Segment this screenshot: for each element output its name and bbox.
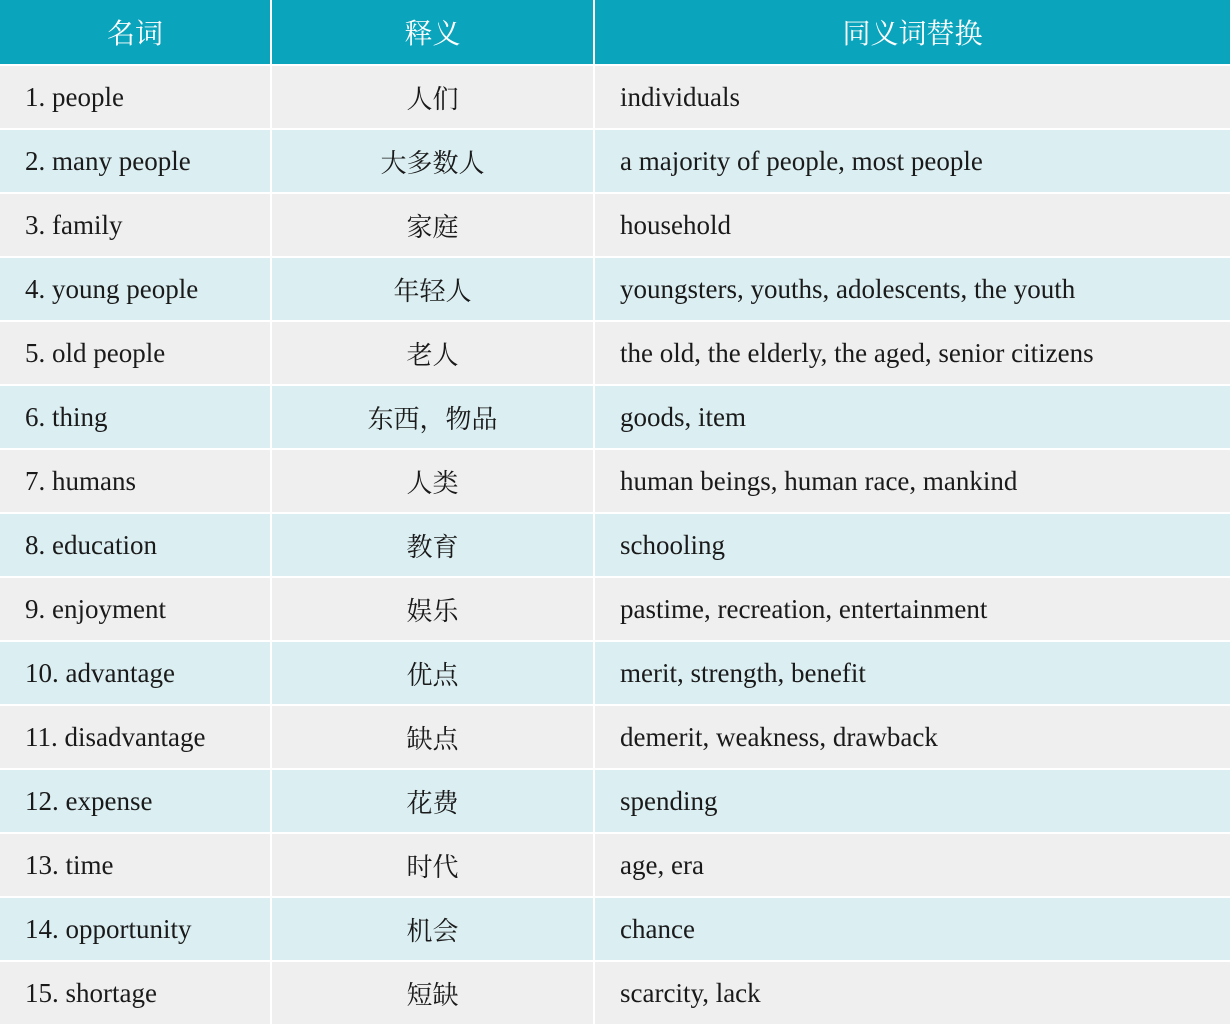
- meaning-cell: 老人: [271, 321, 594, 385]
- table-body: [0, 65, 1230, 1025]
- synonyms-cell: a majority of people, most people: [594, 129, 1230, 193]
- table-row: [0, 513, 1230, 577]
- noun-cell: 10. advantage: [0, 641, 271, 705]
- synonyms-cell: the old, the elderly, the aged, senior citizens: [594, 321, 1230, 385]
- header-noun: 名词: [0, 0, 271, 65]
- meaning-cell: 时代: [271, 833, 594, 897]
- synonyms-cell: household: [594, 193, 1230, 257]
- meaning-cell: 大多数人: [271, 129, 594, 193]
- noun-cell: 3. family: [0, 193, 271, 257]
- meaning-cell: 优点: [271, 641, 594, 705]
- synonyms-cell: scarcity, lack: [594, 961, 1230, 1025]
- meaning-cell: 年轻人: [271, 257, 594, 321]
- meaning-cell: 人们: [271, 65, 594, 129]
- table-row: [0, 641, 1230, 705]
- noun-cell: 6. thing: [0, 385, 271, 449]
- synonyms-cell: human beings, human race, mankind: [594, 449, 1230, 513]
- noun-cell: 12. expense: [0, 769, 271, 833]
- synonyms-cell: age, era: [594, 833, 1230, 897]
- meaning-cell: 娱乐: [271, 577, 594, 641]
- noun-cell: 14. opportunity: [0, 897, 271, 961]
- meaning-cell: 人类: [271, 449, 594, 513]
- meaning-cell: 缺点: [271, 705, 594, 769]
- header-synonyms: 同义词替换: [594, 0, 1230, 65]
- noun-cell: 1. people: [0, 65, 271, 129]
- table-row: [0, 577, 1230, 641]
- table-row: [0, 257, 1230, 321]
- meaning-cell: 花费: [271, 769, 594, 833]
- table-row: [0, 961, 1230, 1025]
- meaning-cell: 机会: [271, 897, 594, 961]
- table-row: [0, 65, 1230, 129]
- noun-cell: 11. disadvantage: [0, 705, 271, 769]
- meaning-cell: 家庭: [271, 193, 594, 257]
- meaning-cell: 教育: [271, 513, 594, 577]
- table-row: [0, 321, 1230, 385]
- table-row: [0, 705, 1230, 769]
- table-row: [0, 833, 1230, 897]
- synonyms-cell: individuals: [594, 65, 1230, 129]
- synonyms-cell: youngsters, youths, adolescents, the youth: [594, 257, 1230, 321]
- meaning-cell: 短缺: [271, 961, 594, 1025]
- header-meaning: 释义: [271, 0, 594, 65]
- table-row: [0, 897, 1230, 961]
- table-row: [0, 193, 1230, 257]
- noun-cell: 5. old people: [0, 321, 271, 385]
- synonyms-cell: schooling: [594, 513, 1230, 577]
- noun-cell: 7. humans: [0, 449, 271, 513]
- synonyms-cell: pastime, recreation, entertainment: [594, 577, 1230, 641]
- table-row: [0, 449, 1230, 513]
- noun-cell: 9. enjoyment: [0, 577, 271, 641]
- synonyms-cell: goods, item: [594, 385, 1230, 449]
- table-row: [0, 385, 1230, 449]
- table-header: [0, 0, 1230, 65]
- table-row: [0, 129, 1230, 193]
- synonyms-cell: demerit, weakness, drawback: [594, 705, 1230, 769]
- noun-cell: 4. young people: [0, 257, 271, 321]
- header-row: [0, 0, 1230, 65]
- noun-cell: 13. time: [0, 833, 271, 897]
- synonyms-cell: merit, strength, benefit: [594, 641, 1230, 705]
- synonyms-cell: chance: [594, 897, 1230, 961]
- synonyms-cell: spending: [594, 769, 1230, 833]
- meaning-cell: 东西，物品: [271, 385, 594, 449]
- noun-cell: 2. many people: [0, 129, 271, 193]
- table-row: [0, 769, 1230, 833]
- noun-cell: 15. shortage: [0, 961, 271, 1025]
- noun-cell: 8. education: [0, 513, 271, 577]
